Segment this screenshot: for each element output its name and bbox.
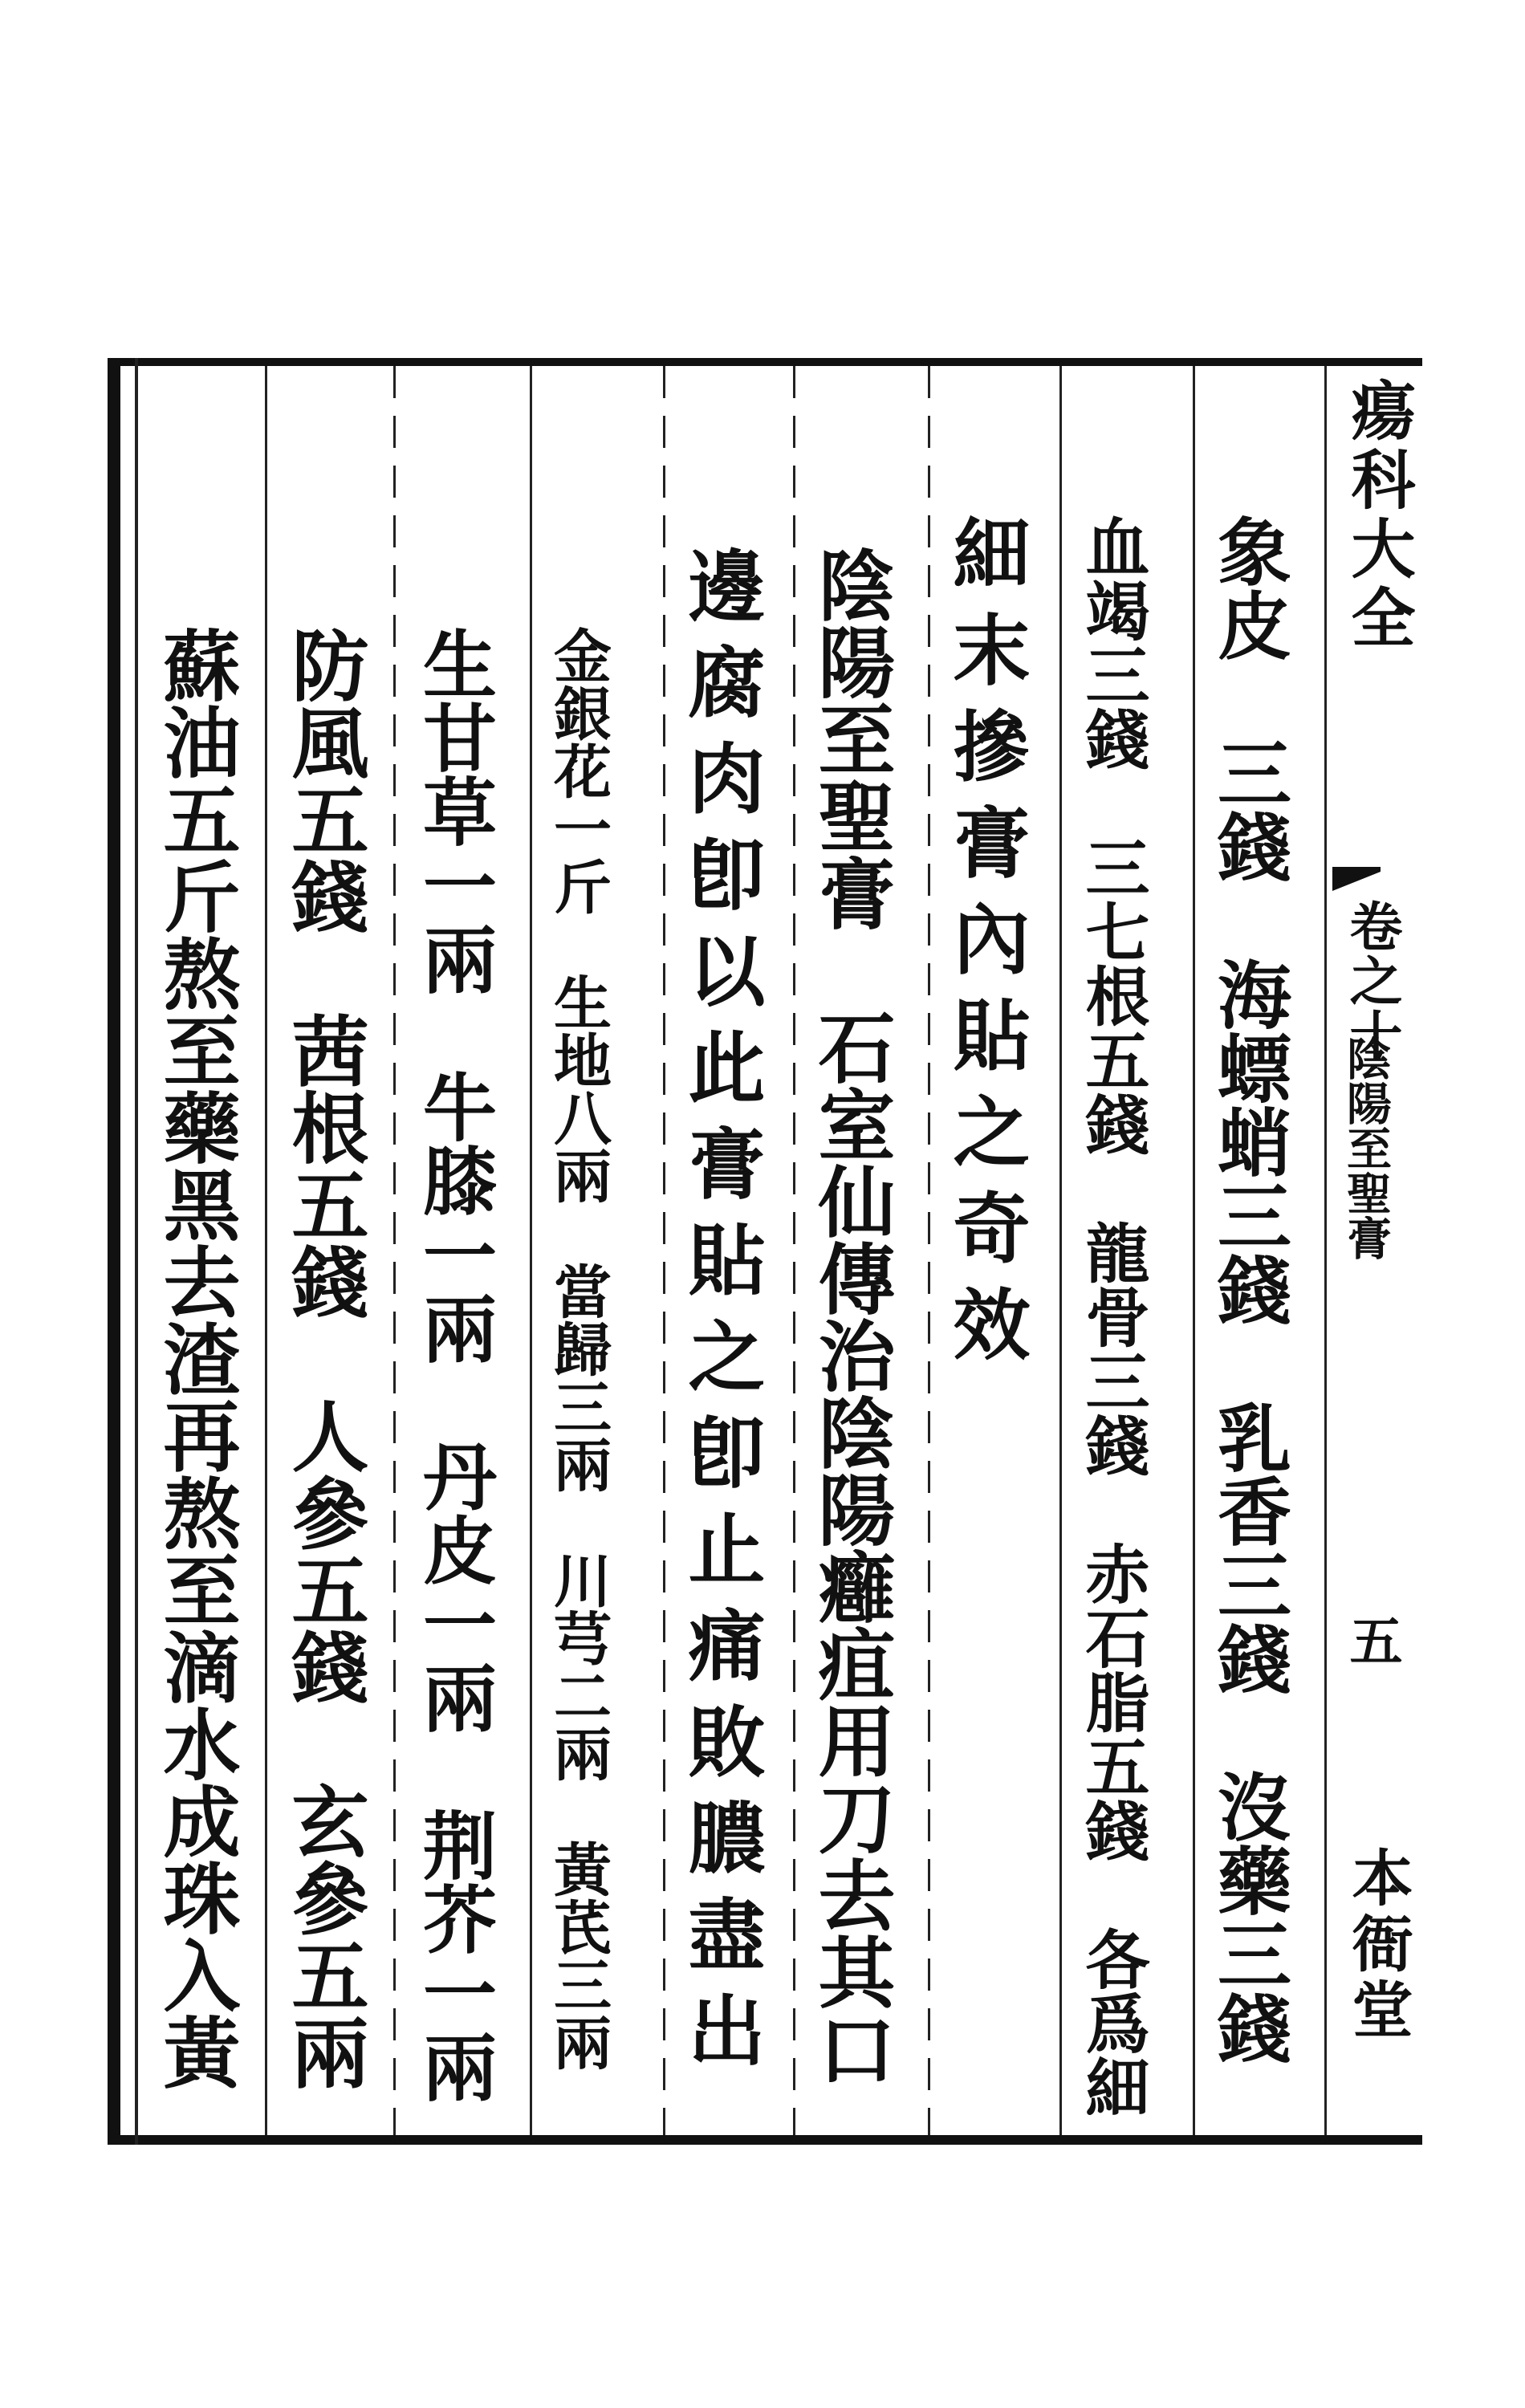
column-rule [393,366,396,2135]
text-column-8: 防風五錢 茜根五錢 人參五錢 玄參五兩 [279,626,370,2090]
margin-page-number: 五 [1340,1613,1403,1666]
text-column-4: 陰陽至聖膏 石室仙傳治陰陽癰疽用刀去其口 [806,546,897,2087]
column-rule [793,366,795,2135]
margin-studio-name: 本衙堂 [1342,1846,1413,2044]
margin-book-title: 瘍科大全 [1340,377,1416,653]
text-column-2: 血竭三錢 三七根五錢 龍骨三錢 赤石脂五錢 各爲細 [1075,514,1150,2119]
margin-section-title: 陰陽至聖膏 [1340,1035,1393,1260]
column-rule [265,366,267,2135]
block-frame-left [108,358,120,2145]
column-rule [1059,366,1062,2135]
column-rule [1324,366,1327,2135]
column-rule [1193,366,1195,2135]
margin-chapter: 卷之十 [1340,899,1403,1063]
column-rule [530,366,532,2135]
column-rule [663,366,665,2135]
text-column-9: 蘇油五斤熬至藥黑去渣再熬至滴水成珠入黃 [151,626,242,2090]
text-column-3: 細末摻膏內貼之奇效 [941,514,1031,1381]
text-column-6: 金銀花一斤 生地八兩 當歸三兩 川芎二兩 黃芪三兩 [544,626,612,2071]
block-frame-top [108,358,1422,366]
text-column-1: 象皮 三錢 海螵蛸三錢 乳香三錢 沒藥三錢 [1206,514,1292,2064]
text-column-5: 邊腐肉卽以此膏貼之卽止痛敗膿盡出 [676,546,767,2087]
block-frame-left-inner [135,358,138,2145]
block-frame-bottom [108,2135,1422,2145]
text-column-7: 生甘草一兩 牛膝一兩 丹皮一兩 荆芥一兩 [411,626,498,2103]
fishtail-mark-icon [1332,867,1381,891]
column-rule [928,366,930,2135]
